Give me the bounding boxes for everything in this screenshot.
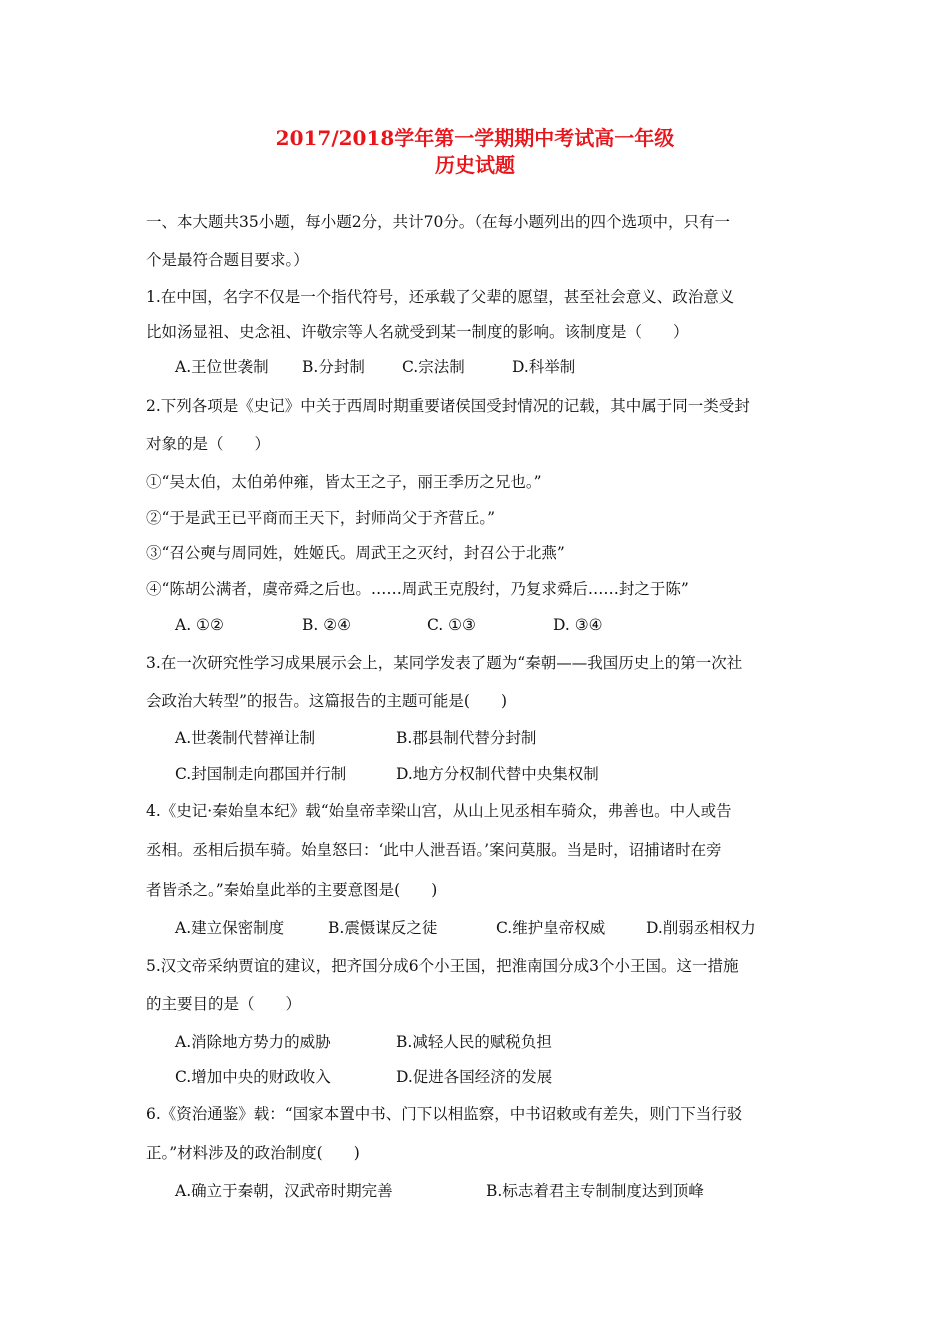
question-text-line: 丞相。丞相后损车骑。始皇怒曰：‘此中人泄吾语。’案问莫服。当是时，诏捕诸时在旁 [146,841,722,859]
question-text-line: 5.汉文帝采纳贾谊的建议，把齐国分成6个小王国，把淮南国分成3个小王国。这一措施 [146,957,739,975]
quote-line-4: ④“陈胡公满者，虞帝舜之后也。……周武王克殷纣，乃复求舜后……封之于陈” [146,580,689,598]
question-text-line: 2.下列各项是《史记》中关于西周时期重要诸侯国受封情况的记载，其中属于同一类受封 [146,397,750,415]
option-c[interactable]: C.增加中央的财政收入 [175,1068,331,1086]
question-text-line: 6.《资治通鉴》载：“国家本置中书、门下以相监察，中书诏敕或有差失，则门下当行驳 [146,1105,743,1123]
options-row [0,764,950,784]
question-text-line: 1.在中国，名字不仅是一个指代符号，还承载了父辈的愿望，甚至社会意义、政治意义 [146,288,735,306]
option-d[interactable]: D.促进各国经济的发展 [396,1068,553,1086]
question-text-line: 者皆杀之。”秦始皇此举的主要意图是( ) [146,881,438,899]
options-row [0,1067,950,1087]
option-d[interactable]: D.科举制 [512,358,576,376]
question-text-line: 的主要目的是（ ） [146,995,302,1013]
option-c[interactable]: C.宗法制 [402,358,465,376]
section-line-1: 一、本大题共35小题，每小题2分，共计70分。（在每小题列出的四个选项中，只有一 [146,213,731,231]
quote-line-3: ③“召公奭与周同姓，姓姬氏。周武王之灭纣，封召公于北燕” [146,544,565,562]
option-b[interactable]: B.震慑谋反之徒 [328,919,438,937]
option-c[interactable]: C. ①③ [427,616,476,634]
option-c[interactable]: C.维护皇帝权威 [496,919,606,937]
section-line-2: 个是最符合题目要求。） [146,251,309,269]
option-d[interactable]: D. ③④ [553,616,603,634]
question-text-line: 4.《史记·秦始皇本纪》载“始皇帝幸梁山宫，从山上见丞相车骑众，弗善也。中人或告 [146,802,732,820]
options-row [0,357,950,377]
option-b[interactable]: B.减轻人民的赋税负担 [396,1033,552,1051]
option-b[interactable]: B.标志着君主专制制度达到顶峰 [486,1182,704,1200]
option-a[interactable]: A.建立保密制度 [175,919,285,937]
option-a[interactable]: A.确立于秦朝，汉武帝时期完善 [175,1182,393,1200]
question-text-line: 对象的是（ ） [146,435,271,453]
option-a[interactable]: A.消除地方势力的威胁 [175,1033,331,1051]
option-a[interactable]: A.世袭制代替禅让制 [175,729,316,747]
option-a[interactable]: A. ①② [175,616,224,634]
option-a[interactable]: A.王位世袭制 [175,358,269,376]
option-d[interactable]: D.削弱丞相权力 [646,919,756,937]
option-b[interactable]: B. ②④ [302,616,352,634]
option-b[interactable]: B.分封制 [302,358,365,376]
options-row [0,1181,950,1201]
question-text-line: 会政治大转型”的报告。这篇报告的主题可能是( ) [146,692,508,710]
options-row [0,918,950,938]
option-b[interactable]: B.郡县制代替分封制 [396,729,537,747]
quote-line-1: ①“吴太伯，太伯弟仲雍，皆太王之子，丽王季历之兄也。” [146,473,542,491]
options-row [0,1032,950,1052]
option-d[interactable]: D.地方分权制代替中央集权制 [396,765,599,783]
options-row [0,728,950,748]
question-text-line: 正。”材料涉及的政治制度( ) [146,1144,360,1162]
title-line-2: 历史试题 [435,153,515,177]
question-text-line: 3.在一次研究性学习成果展示会上，某同学发表了题为“秦朝——我国历史上的第一次社 [146,654,743,672]
options-row [0,615,950,635]
title-line-1: 2017/2018学年第一学期期中考试高一年级 [275,126,675,150]
quote-line-2: ②“于是武王已平商而王天下，封师尚父于齐营丘。” [146,509,496,527]
option-c[interactable]: C.封国制走向郡国并行制 [175,765,347,783]
question-text-line: 比如汤显祖、史念祖、许敬宗等人名就受到某一制度的影响。该制度是（ ） [146,323,689,341]
